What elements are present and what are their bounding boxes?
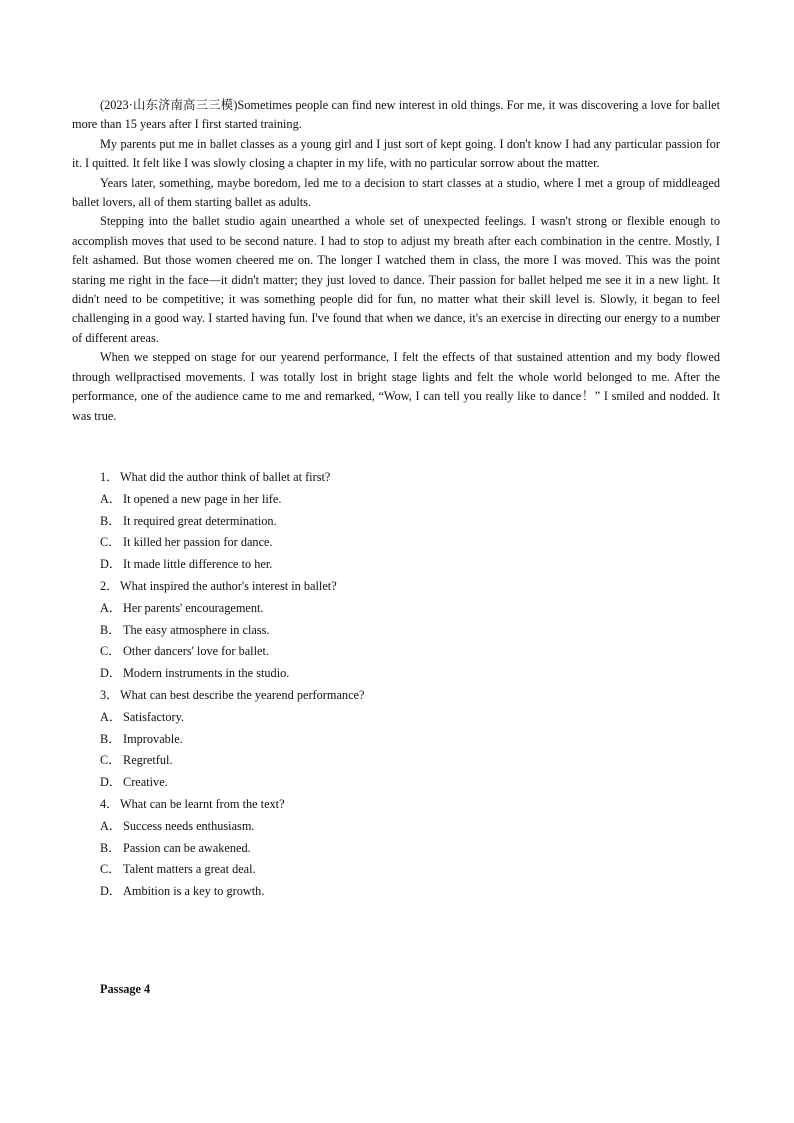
option-text: Ambition is a key to growth.: [123, 884, 265, 899]
answer-option: [100, 598, 700, 620]
option-text: Her parents' encouragement.: [123, 600, 264, 615]
question-text: What can best describe the yearend performance?: [120, 687, 365, 702]
question-stem: [100, 467, 700, 489]
question-4: [100, 794, 700, 903]
section-heading: Passage 4: [100, 982, 151, 996]
option-letter: D．: [100, 775, 122, 790]
passage-text: [72, 96, 720, 426]
option-text: Creative.: [123, 775, 168, 790]
option-text: Other dancers' love for ballet.: [123, 644, 269, 659]
option-letter: A．: [100, 491, 122, 506]
option-letter: C．: [100, 644, 121, 659]
option-text: Satisfactory.: [123, 709, 185, 724]
question-1: [100, 467, 700, 576]
question-stem: [100, 794, 700, 816]
answer-option: [100, 532, 700, 554]
option-text: Regretful.: [123, 753, 173, 768]
option-letter: B．: [100, 731, 121, 746]
answer-option: [100, 641, 700, 663]
question-stem: [100, 685, 700, 707]
question-number: 3．: [100, 687, 119, 702]
answer-option: [100, 772, 700, 794]
option-text: It opened a new page in her life.: [123, 491, 282, 506]
question-text: What did the author think of ballet at first?: [120, 470, 331, 484]
option-letter: B．: [100, 622, 121, 637]
passage-paragraph: Stepping into the ballet studio again unearthed a whole set of unexpected feelings. I wasn't strong or flexible enough to accomplish moves that used to be second nature. I had to stop to adjust my breath after each combination in the centre. Mostly, I felt ashamed. But those women cheered me on. The longer I watched them in class, the more I was moved. This was the point staring me right in the face—it didn't matter; they just loved to dance. Their passion for ballet helped me see it in a new light. It didn't need to be competitive; it was something people did for fun, no matter what their skill level is. Slowly, it began to feel challenging in a good way. I started having fun. I've found that when we dance, it's an exercise in directing our energy to a number of different areas.: [72, 214, 720, 345]
question-text: What can be learnt from the text?: [120, 796, 285, 811]
option-text: The easy atmosphere in class.: [123, 622, 270, 637]
answer-option: [100, 489, 700, 511]
option-letter: C．: [100, 753, 121, 768]
question-3: [100, 685, 700, 794]
option-letter: A．: [100, 600, 122, 615]
option-letter: B．: [100, 840, 121, 855]
answer-option: [100, 554, 700, 576]
answer-option: [100, 838, 700, 860]
option-letter: D．: [100, 666, 122, 681]
answer-option: [100, 750, 700, 772]
passage-paragraph: (2023·山东济南高三三模)Sometimes people can find new interest in old things. For me, it was discovering a love for ballet more than 15 years after I first started training.: [72, 98, 720, 132]
passage-paragraph: My parents put me in ballet classes as a young girl and I just sort of kept going. I don't know I had any particular passion for it. I quitted. It felt like I was slowly closing a chapter in my life, with no particular sorrow about the matter.: [72, 136, 720, 171]
passage-paragraph: Years later, something, maybe boredom, led me to a decision to start classes at a studio, where I met a group of middleaged ballet lovers, all of them starting ballet as adults.: [72, 175, 720, 210]
answer-option: [100, 729, 700, 751]
question-list: [100, 467, 700, 903]
option-text: Success needs enthusiasm.: [123, 818, 255, 833]
question-number: 1．: [100, 470, 119, 484]
option-text: It made little difference to her.: [123, 557, 273, 572]
option-letter: C．: [100, 535, 121, 550]
option-letter: B．: [100, 513, 121, 528]
question-number: 4．: [100, 796, 119, 811]
question-stem: [100, 576, 700, 598]
answer-option: [100, 859, 700, 881]
answer-option: [100, 511, 700, 533]
option-text: Modern instruments in the studio.: [123, 666, 290, 681]
option-text: It required great determination.: [123, 513, 277, 528]
option-letter: C．: [100, 862, 121, 877]
answer-option: [100, 816, 700, 838]
passage-paragraph: When we stepped on stage for our yearend performance, I felt the effects of that sustained attention and my body flowed through wellpractised movements. I was totally lost in bright stage lights and felt the whole world belonged to me. After the performance, one of the audience came to me and remarked, “Wow, I can tell you really like to dance！” I smiled and nodded. It was true.: [72, 350, 720, 423]
question-number: 2．: [100, 578, 119, 593]
option-text: It killed her passion for dance.: [123, 535, 273, 550]
option-text: Improvable.: [123, 731, 183, 746]
answer-option: [100, 620, 700, 642]
answer-option: [100, 663, 700, 685]
option-text: Talent matters a great deal.: [123, 862, 256, 877]
answer-option: [100, 881, 700, 903]
option-letter: D．: [100, 884, 122, 899]
question-2: [100, 576, 700, 685]
answer-option: [100, 707, 700, 729]
option-letter: D．: [100, 557, 122, 572]
option-letter: A．: [100, 818, 122, 833]
question-text: What inspired the author's interest in ballet?: [120, 578, 337, 593]
option-letter: A．: [100, 709, 122, 724]
option-text: Passion can be awakened.: [123, 840, 251, 855]
